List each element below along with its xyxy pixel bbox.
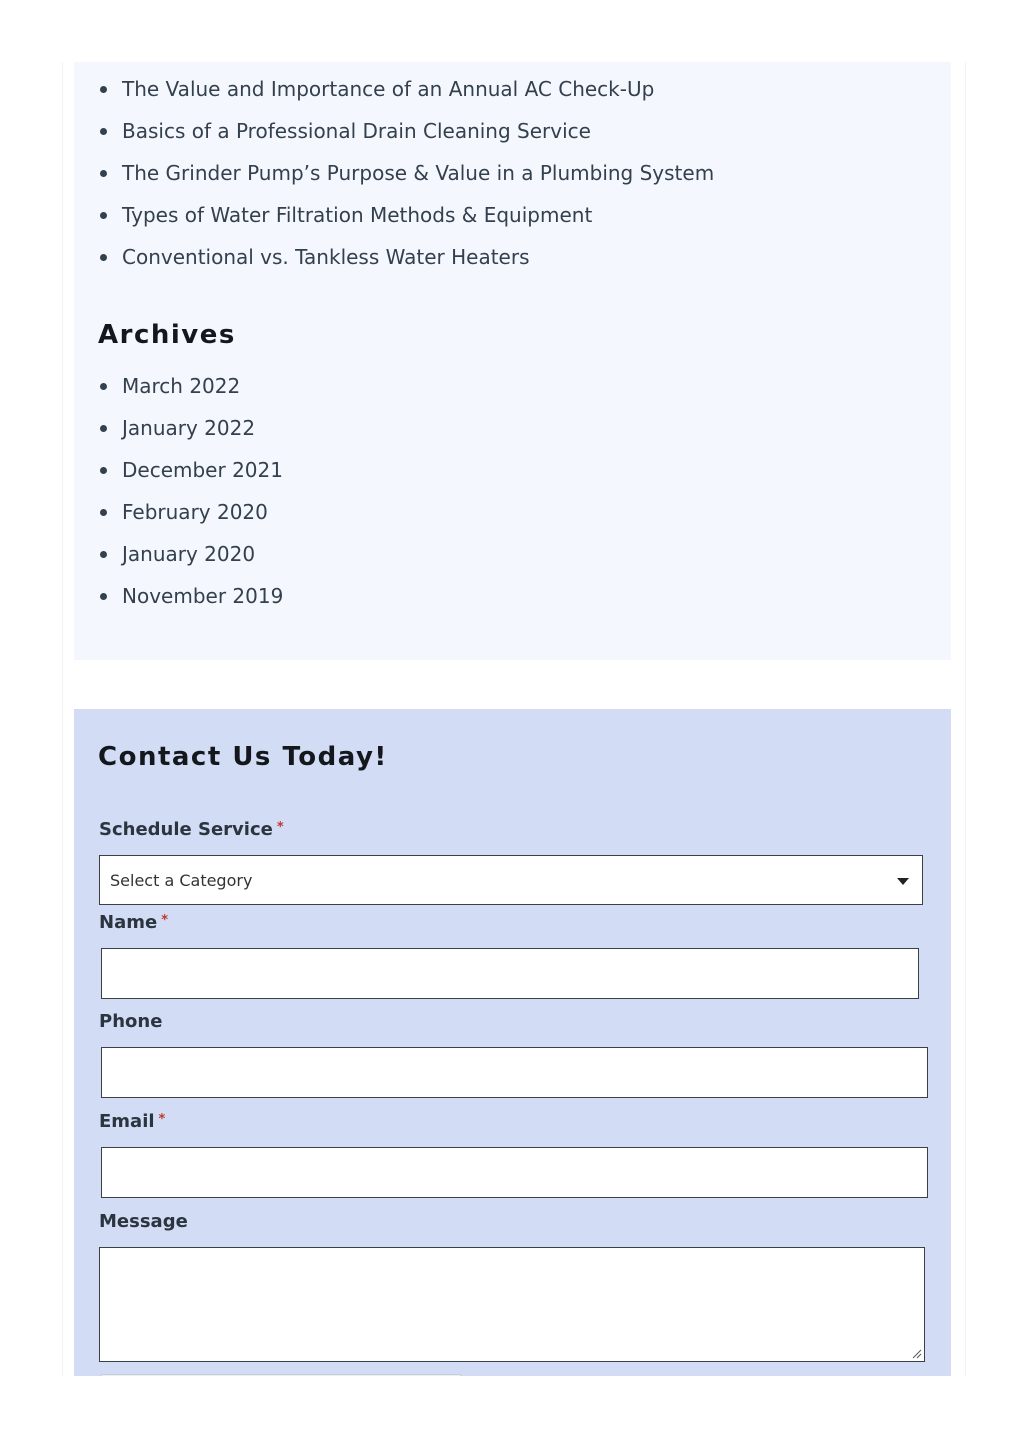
archives-heading: Archives xyxy=(98,320,236,350)
required-marker: * xyxy=(161,913,168,928)
archives-list xyxy=(98,373,283,625)
name-label xyxy=(99,912,168,933)
recent-post-link[interactable]: Basics of a Professional Drain Cleaning Service xyxy=(98,118,714,160)
archive-link[interactable]: December 2021 xyxy=(98,457,283,499)
select-value: Select a Category xyxy=(110,871,253,890)
archive-link[interactable]: March 2022 xyxy=(98,373,283,415)
recent-post-link[interactable]: The Grinder Pump’s Purpose & Value in a Plumbing System xyxy=(98,160,714,202)
archive-link[interactable]: November 2019 xyxy=(98,583,283,625)
schedule-service-select[interactable] xyxy=(99,855,923,905)
name-input[interactable] xyxy=(101,948,919,999)
phone-label: Phone xyxy=(99,1011,163,1032)
required-marker: * xyxy=(158,1112,166,1127)
name-label-text: Name xyxy=(99,912,158,933)
message-textarea[interactable] xyxy=(99,1247,925,1362)
resize-grip-icon[interactable] xyxy=(912,1349,922,1359)
recent-posts-list xyxy=(98,76,714,286)
email-label xyxy=(99,1111,165,1132)
required-marker: * xyxy=(276,820,284,835)
caret-down-icon xyxy=(897,878,909,885)
archive-link[interactable]: January 2020 xyxy=(98,541,283,583)
contact-form-section xyxy=(74,709,951,1376)
message-label: Message xyxy=(99,1211,188,1232)
email-label-text: Email xyxy=(99,1111,155,1132)
recent-post-link[interactable]: Types of Water Filtration Methods & Equipment xyxy=(98,202,714,244)
schedule-service-label xyxy=(99,819,284,840)
schedule-service-label-text: Schedule Service xyxy=(99,819,273,840)
archive-link[interactable]: February 2020 xyxy=(98,499,283,541)
recent-post-link[interactable]: Conventional vs. Tankless Water Heaters xyxy=(98,244,714,286)
submit-button-partial[interactable] xyxy=(99,1374,463,1376)
contact-heading: Contact Us Today! xyxy=(98,742,388,772)
sidebar-widget xyxy=(74,62,951,660)
archive-link[interactable]: January 2022 xyxy=(98,415,283,457)
phone-input[interactable] xyxy=(101,1047,928,1098)
recent-post-link[interactable]: The Value and Importance of an Annual AC Check-Up xyxy=(98,76,714,118)
email-input[interactable] xyxy=(101,1147,928,1198)
